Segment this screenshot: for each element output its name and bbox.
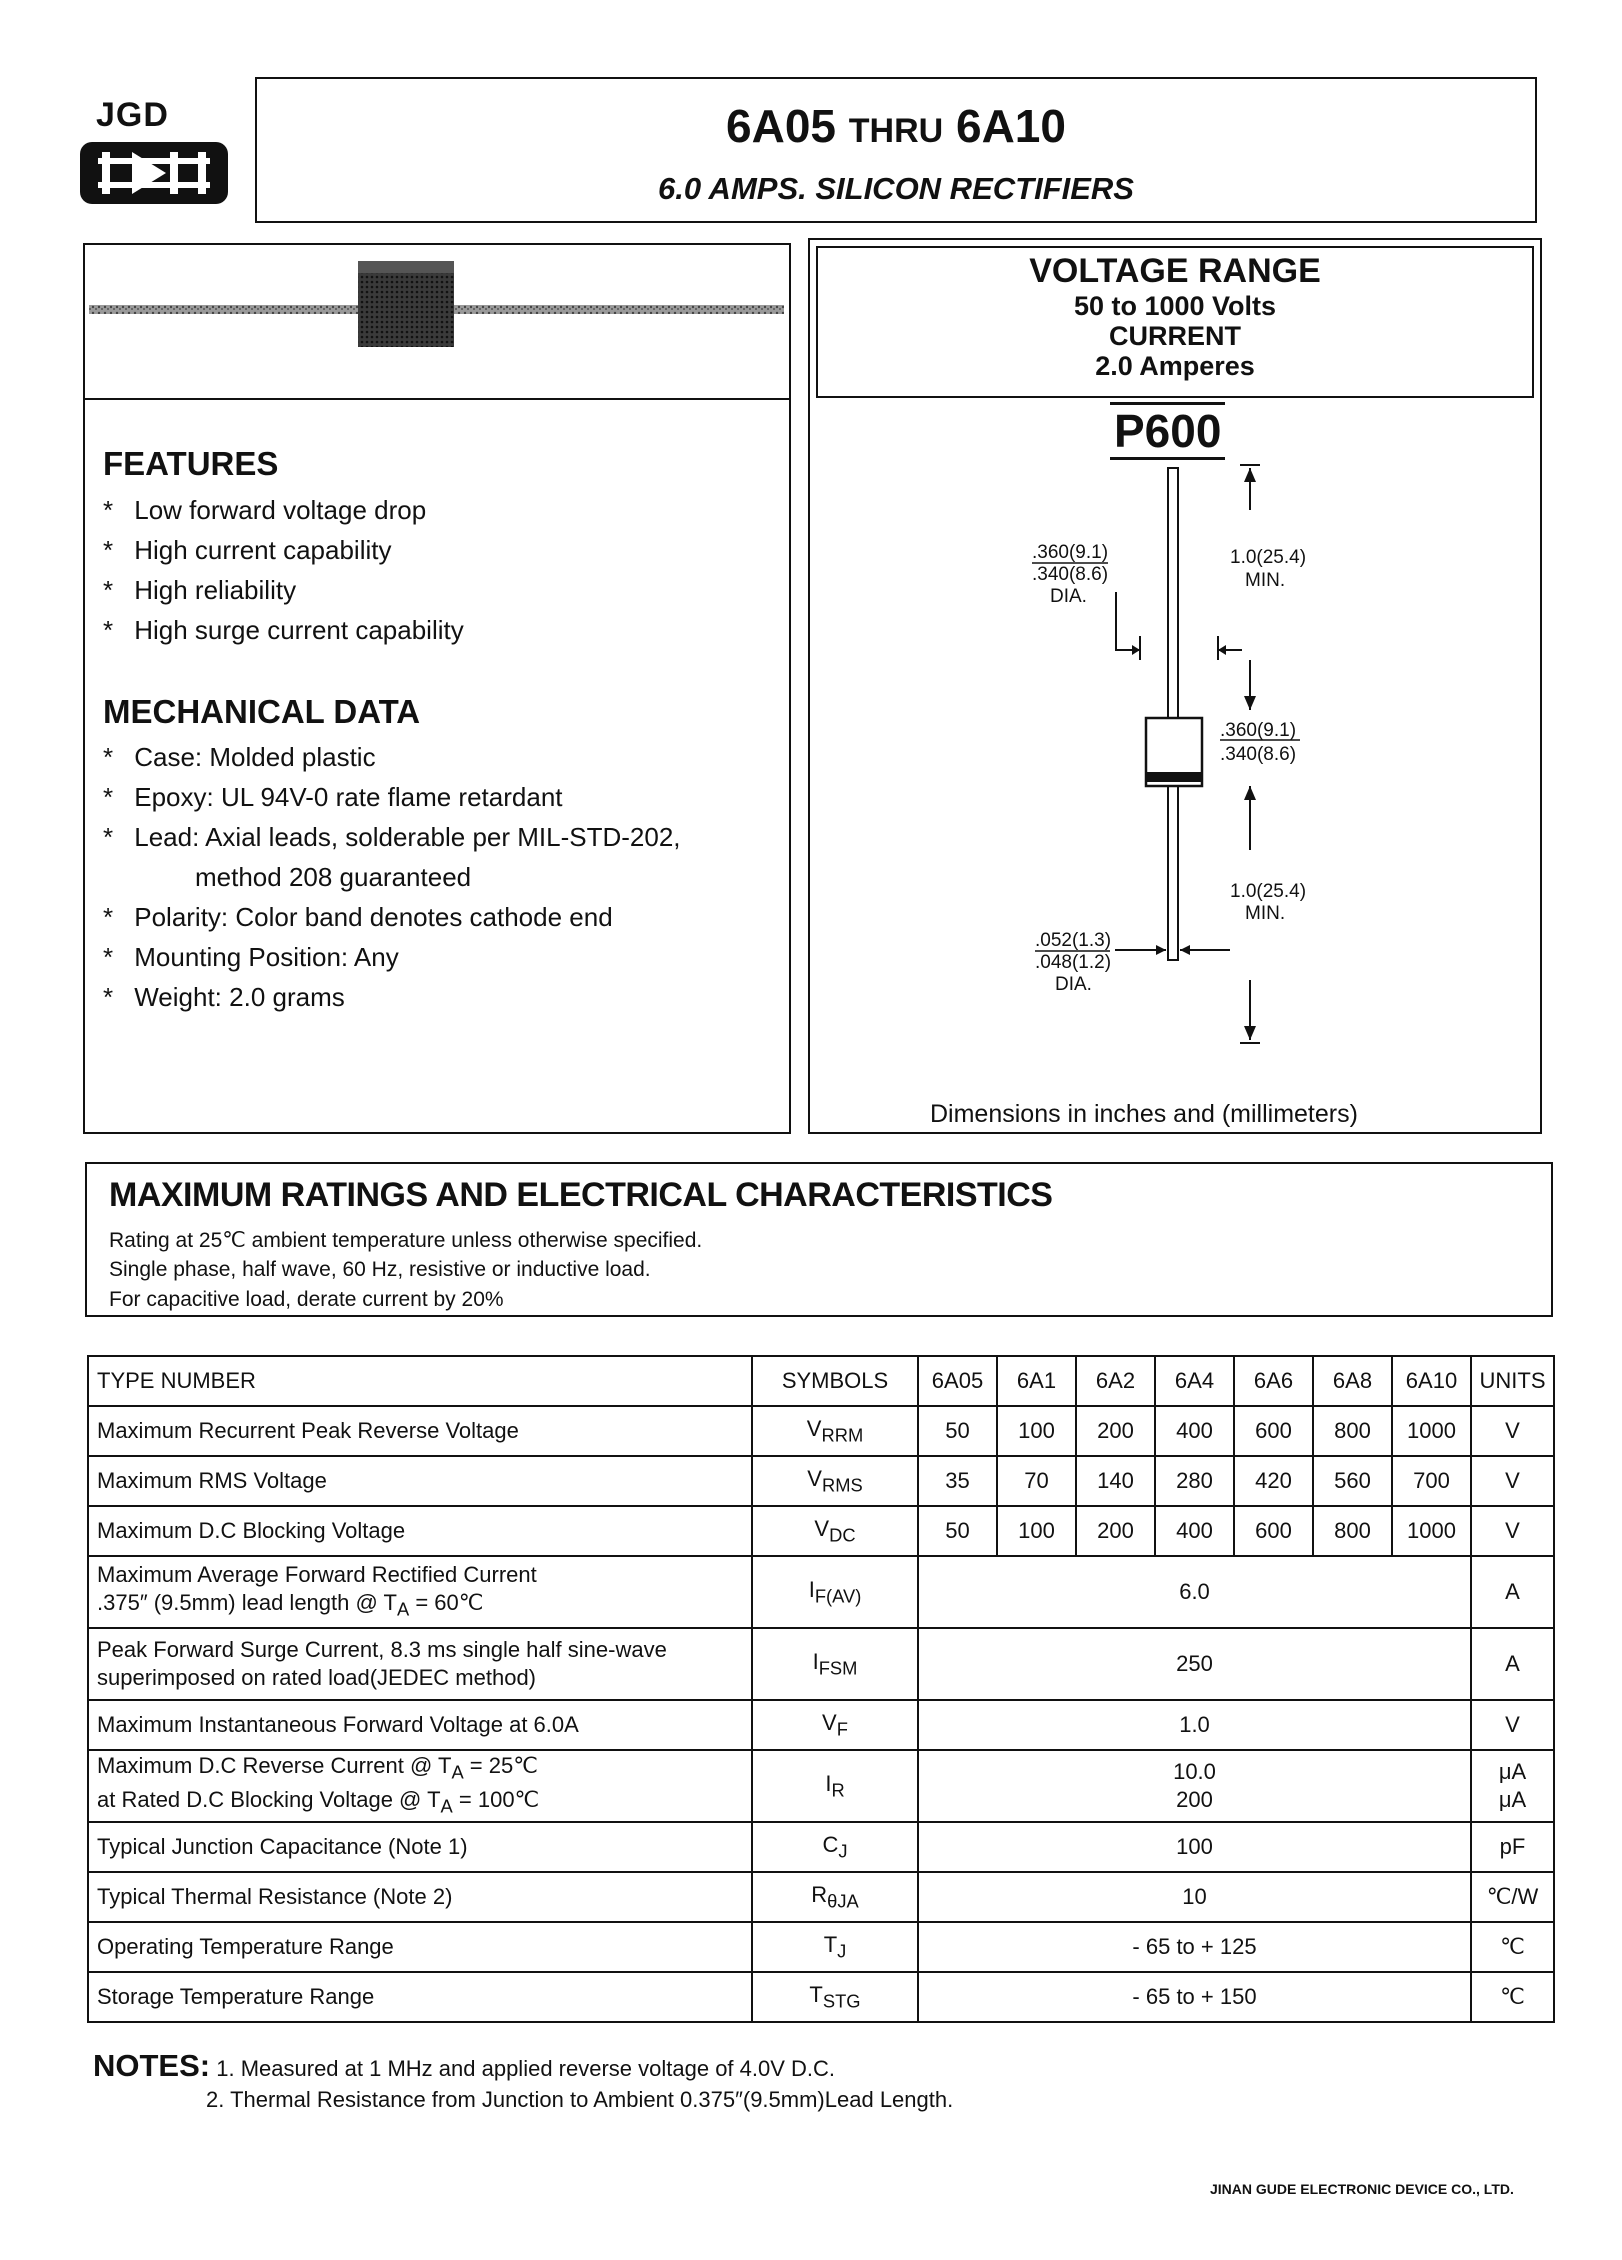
unit-cell: μA μA xyxy=(1471,1750,1554,1822)
title-part-2: 6A10 xyxy=(956,100,1066,152)
unit-cell: A xyxy=(1471,1556,1554,1628)
dim-body-len-max: .360(9.1) xyxy=(1220,720,1297,741)
table-row xyxy=(88,1972,1554,2022)
value-cell: 400 xyxy=(1155,1506,1234,1556)
diode-photo xyxy=(85,245,789,400)
param-label: Typical Thermal Resistance (Note 2) xyxy=(88,1872,752,1922)
dim-min-label-top: MIN. xyxy=(1245,570,1286,591)
list-item: * High current capability xyxy=(103,535,392,565)
header-part: 6A05 xyxy=(918,1356,997,1406)
header-part: 6A8 xyxy=(1313,1356,1392,1406)
value-cell: 420 xyxy=(1234,1456,1313,1506)
dim-lead-dia-label: DIA. xyxy=(1055,974,1092,995)
features-panel xyxy=(83,243,791,1134)
param-label: Maximum D.C Blocking Voltage xyxy=(88,1506,752,1556)
unit-cell: pF xyxy=(1471,1822,1554,1872)
table-row xyxy=(88,1750,1554,1822)
rating-note: Single phase, half wave, 60 Hz, resistive or inductive load. xyxy=(109,1258,651,1281)
value-cell: 200 xyxy=(1076,1406,1155,1456)
dim-body-dia-label: DIA. xyxy=(1050,586,1087,607)
value-cell: 800 xyxy=(1313,1406,1392,1456)
param-label: Typical Junction Capacitance (Note 1) xyxy=(88,1822,752,1872)
value-cell: 280 xyxy=(1155,1456,1234,1506)
footer-company: JINAN GUDE ELECTRONIC DEVICE CO., LTD. xyxy=(1210,2181,1514,2197)
unit-cell: ℃/W xyxy=(1471,1872,1554,1922)
ratings-box xyxy=(85,1162,1553,1317)
dim-lead-top: 1.0(25.4) xyxy=(1230,547,1307,568)
value-cell: 50 xyxy=(918,1506,997,1556)
table-row xyxy=(88,1406,1554,1456)
header-part: 6A10 xyxy=(1392,1356,1471,1406)
value-cell: - 65 to + 150 xyxy=(918,1972,1471,2022)
dim-min-label-bottom: MIN. xyxy=(1245,903,1286,924)
dimensions-caption: Dimensions in inches and (millimeters) xyxy=(930,1100,1358,1128)
value-cell: 10.0 200 xyxy=(918,1750,1471,1822)
symbol: $V_{RRM}$ xyxy=(752,1406,918,1456)
package-name: P600 xyxy=(1110,402,1225,460)
header-part: 6A1 xyxy=(997,1356,1076,1406)
mechanical-data-title: MECHANICAL DATA xyxy=(103,693,421,730)
title-thru: THRU xyxy=(848,112,944,150)
dim-body-len-min: .340(8.6) xyxy=(1220,744,1297,765)
value-cell: - 65 to + 125 xyxy=(918,1922,1471,1972)
list-item: method 208 guaranteed xyxy=(195,862,472,892)
value-cell: 10 xyxy=(918,1872,1471,1922)
list-item: * Mounting Position: Any xyxy=(103,942,399,972)
value-cell: 100 xyxy=(997,1406,1076,1456)
ratings-title: MAXIMUM RATINGS AND ELECTRICAL CHARACTERISTICS xyxy=(109,1176,1053,1214)
symbol: $T_{STG}$ xyxy=(752,1972,918,2022)
features-title: FEATURES xyxy=(103,445,279,482)
note-2: 2. Thermal Resistance from Junction to Ambient 0.375″(9.5mm)Lead Length. xyxy=(206,2087,954,2112)
list-item: * High surge current capability xyxy=(103,615,464,645)
voltage-range-value: 50 to 1000 Volts xyxy=(1073,291,1277,321)
table-row xyxy=(88,1922,1554,1972)
current-label: CURRENT xyxy=(1109,321,1241,351)
symbol: $V_{RMS}$ xyxy=(752,1456,918,1506)
param-label: Maximum Instantaneous Forward Voltage at 6.0A xyxy=(88,1700,752,1750)
list-item: * Polarity: Color band denotes cathode end xyxy=(103,902,613,932)
company-logo xyxy=(78,96,230,220)
unit-cell: V xyxy=(1471,1700,1554,1750)
package-dimension-drawing xyxy=(810,240,1540,1132)
unit-cell: V xyxy=(1471,1506,1554,1556)
table-row xyxy=(88,1822,1554,1872)
value-cell: 50 xyxy=(918,1406,997,1456)
title-box xyxy=(255,77,1537,223)
unit-cell: ℃ xyxy=(1471,1922,1554,1972)
characteristics-table xyxy=(87,1355,1555,2023)
page-subtitle: 6.0 AMPS. SILICON RECTIFIERS xyxy=(658,171,1134,206)
current-value: 2.0 Amperes xyxy=(1095,351,1255,381)
rating-note: Rating at 25℃ ambient temperature unless otherwise specified. xyxy=(109,1229,703,1252)
table-row xyxy=(88,1556,1554,1628)
logo-text: JGD xyxy=(96,96,169,134)
symbol: $V_{DC}$ xyxy=(752,1506,918,1556)
unit-cell: V xyxy=(1471,1406,1554,1456)
value-cell: 600 xyxy=(1234,1506,1313,1556)
unit-cell: A xyxy=(1471,1628,1554,1700)
symbol: $T_J$ xyxy=(752,1922,918,1972)
table-row xyxy=(88,1506,1554,1556)
symbol: $C_J$ xyxy=(752,1822,918,1872)
value-cell: 1000 xyxy=(1392,1406,1471,1456)
table-row xyxy=(88,1456,1554,1506)
symbol: $I_{FSM}$ xyxy=(752,1628,918,1700)
value-cell: 250 xyxy=(918,1628,1471,1700)
diode-image-icon xyxy=(85,245,788,395)
dim-lead-bottom: 1.0(25.4) xyxy=(1230,881,1307,902)
unit-cell: ℃ xyxy=(1471,1972,1554,2022)
header-part: 6A2 xyxy=(1076,1356,1155,1406)
list-item: * Case: Molded plastic xyxy=(103,742,376,772)
value-cell: 140 xyxy=(1076,1456,1155,1506)
header-type-number: TYPE NUMBER xyxy=(88,1356,752,1406)
value-cell: 700 xyxy=(1392,1456,1471,1506)
value-cell: 600 xyxy=(1234,1406,1313,1456)
value-cell: 100 xyxy=(918,1822,1471,1872)
param-label: Peak Forward Surge Current, 8.3 ms single half sine-wave superimposed on rated load(JEDEC method) xyxy=(88,1628,752,1700)
value-cell: 1000 xyxy=(1392,1506,1471,1556)
header-part: 6A6 xyxy=(1234,1356,1313,1406)
param-label: Storage Temperature Range xyxy=(88,1972,752,2022)
value-cell: 35 xyxy=(918,1456,997,1506)
title-part-1: 6A05 xyxy=(726,100,836,152)
value-cell: 1.0 xyxy=(918,1700,1471,1750)
table-header-row xyxy=(88,1356,1554,1406)
notes xyxy=(93,2048,835,2084)
value-cell: 560 xyxy=(1313,1456,1392,1506)
param-label: Maximum Recurrent Peak Reverse Voltage xyxy=(88,1406,752,1456)
rating-note: For capacitive load, derate current by 20% xyxy=(109,1288,504,1311)
dim-lead-dia-min: .048(1.2) xyxy=(1035,952,1112,973)
header-units: UNITS xyxy=(1471,1356,1554,1406)
dim-body-dia-max: .360(9.1) xyxy=(1032,542,1109,563)
diode-logo-icon xyxy=(78,140,230,206)
features-list xyxy=(103,490,464,650)
dim-lead-dia-max: .052(1.3) xyxy=(1035,930,1112,951)
symbol: $V_F$ xyxy=(752,1700,918,1750)
value-cell: 70 xyxy=(997,1456,1076,1506)
table-row xyxy=(88,1700,1554,1750)
dim-body-dia-min: .340(8.6) xyxy=(1032,564,1109,585)
mechanical-data-list xyxy=(103,737,681,1017)
symbol: $I_{F(AV)}$ xyxy=(752,1556,918,1628)
param-label: Operating Temperature Range xyxy=(88,1922,752,1972)
list-item: * Low forward voltage drop xyxy=(103,495,427,525)
symbol: $I_R$ xyxy=(752,1750,918,1822)
param-label: Maximum D.C Reverse Current @ $T_A$ = 25℃ at Rated D.C Blocking Voltage @ $T_A$ = 100℃ xyxy=(88,1750,752,1822)
package-panel xyxy=(808,238,1542,1134)
unit-cell: V xyxy=(1471,1456,1554,1506)
param-label: Maximum Average Forward Rectified Current .375″ (9.5mm) lead length @ $T_A$ = 60℃ xyxy=(88,1556,752,1628)
value-cell: 800 xyxy=(1313,1506,1392,1556)
note-1: 1. Measured at 1 MHz and applied reverse voltage of 4.0V D.C. xyxy=(216,2056,836,2081)
value-cell: 400 xyxy=(1155,1406,1234,1456)
table-row xyxy=(88,1628,1554,1700)
value-cell: 100 xyxy=(997,1506,1076,1556)
header-part: 6A4 xyxy=(1155,1356,1234,1406)
notes-label: NOTES: xyxy=(93,2048,211,2083)
list-item: * Lead: Axial leads, solderable per MIL-STD-202, xyxy=(103,822,681,852)
header-symbols: SYMBOLS xyxy=(752,1356,918,1406)
voltage-range-title: VOLTAGE RANGE xyxy=(1029,252,1321,290)
symbol: $R_{\theta JA}$ xyxy=(752,1872,918,1922)
param-label: Maximum RMS Voltage xyxy=(88,1456,752,1506)
table-row xyxy=(88,1872,1554,1922)
list-item: * Weight: 2.0 grams xyxy=(103,982,345,1012)
value-cell: 200 xyxy=(1076,1506,1155,1556)
value-cell: 6.0 xyxy=(918,1556,1471,1628)
list-item: * High reliability xyxy=(103,575,297,605)
page-title xyxy=(257,99,1535,153)
list-item: * Epoxy: UL 94V-0 rate flame retardant xyxy=(103,782,563,812)
